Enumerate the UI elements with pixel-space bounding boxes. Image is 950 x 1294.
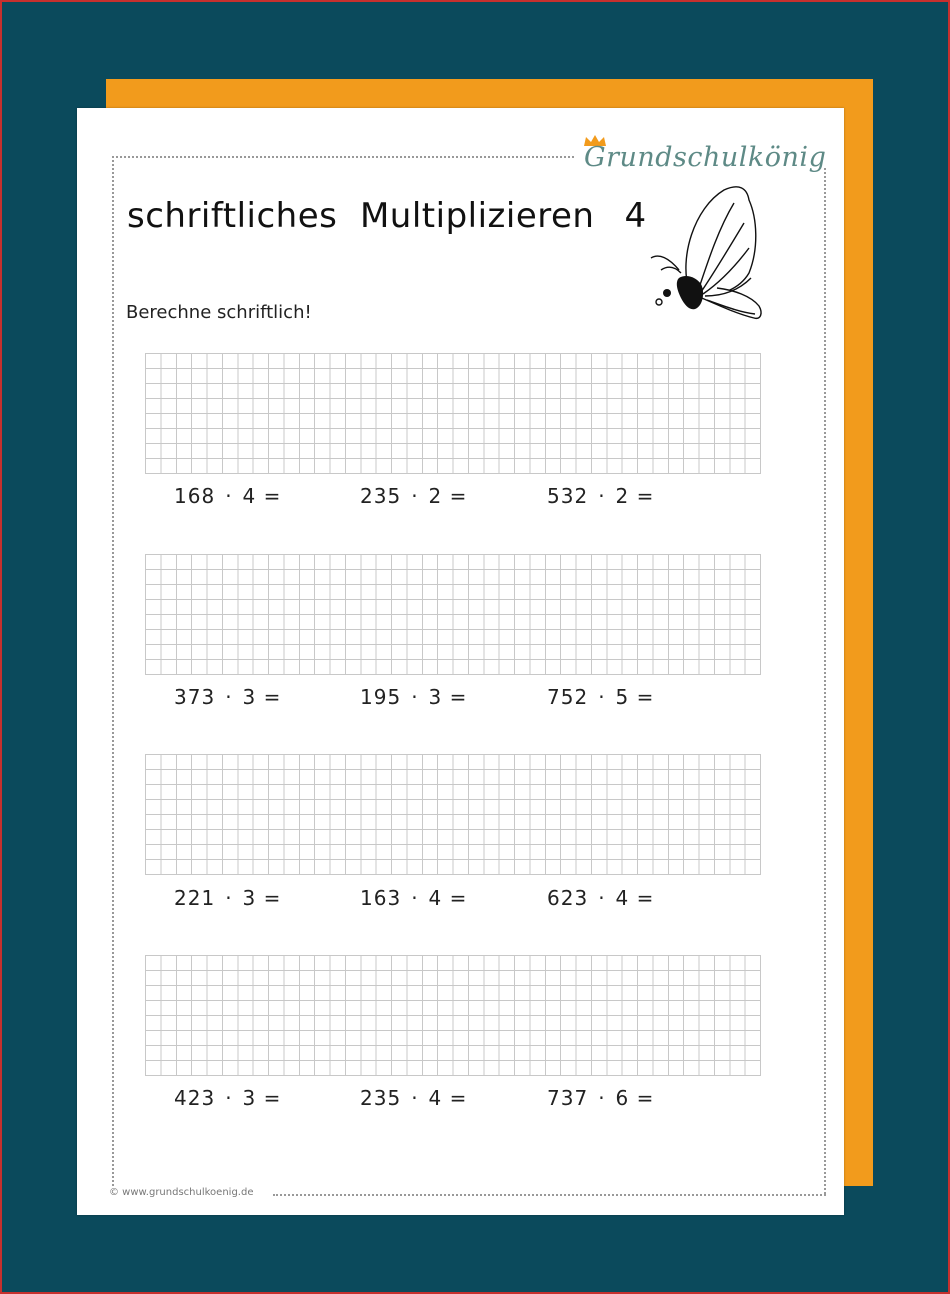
- problem-1-1: 168 · 4 =: [174, 484, 282, 508]
- dotted-border-bottom: [273, 1194, 826, 1196]
- instruction-text: Berechne schriftlich!: [126, 302, 312, 323]
- footer-copyright: © www.grundschulkoenig.de: [109, 1187, 259, 1198]
- problem-3-2: 163 · 4 =: [360, 886, 468, 910]
- problem-row-2: [77, 685, 844, 715]
- problem-3-3: 623 · 4 =: [547, 886, 655, 910]
- worksheet-page: [77, 108, 844, 1215]
- title-text: schriftliches Multiplizieren: [127, 196, 595, 236]
- problem-3-1: 221 · 3 =: [174, 886, 282, 910]
- butterfly-icon: [639, 178, 769, 328]
- worksheet-title: [127, 196, 647, 236]
- problem-4-2: 235 · 4 =: [360, 1086, 468, 1110]
- problem-row-4: [77, 1086, 844, 1116]
- brand-logo: [582, 134, 832, 184]
- problem-4-3: 737 · 6 =: [547, 1086, 655, 1110]
- problem-2-3: 752 · 5 =: [547, 685, 655, 709]
- calculation-grid-3[interactable]: [145, 754, 761, 875]
- calculation-grid-2[interactable]: [145, 554, 761, 675]
- dotted-border-right: [824, 168, 826, 1194]
- problem-1-3: 532 · 2 =: [547, 484, 655, 508]
- problem-2-1: 373 · 3 =: [174, 685, 282, 709]
- calculation-grid-4[interactable]: [145, 955, 761, 1076]
- logo-text: Grundschulkönig: [584, 142, 827, 173]
- title-number: 4: [624, 196, 647, 236]
- problem-row-1: [77, 484, 844, 514]
- calculation-grid-1[interactable]: [145, 353, 761, 474]
- dotted-border-top: [112, 156, 574, 158]
- problem-4-1: 423 · 3 =: [174, 1086, 282, 1110]
- problem-2-2: 195 · 3 =: [360, 685, 468, 709]
- problem-1-2: 235 · 2 =: [360, 484, 468, 508]
- dotted-border-left: [112, 156, 114, 1194]
- problem-row-3: [77, 886, 844, 916]
